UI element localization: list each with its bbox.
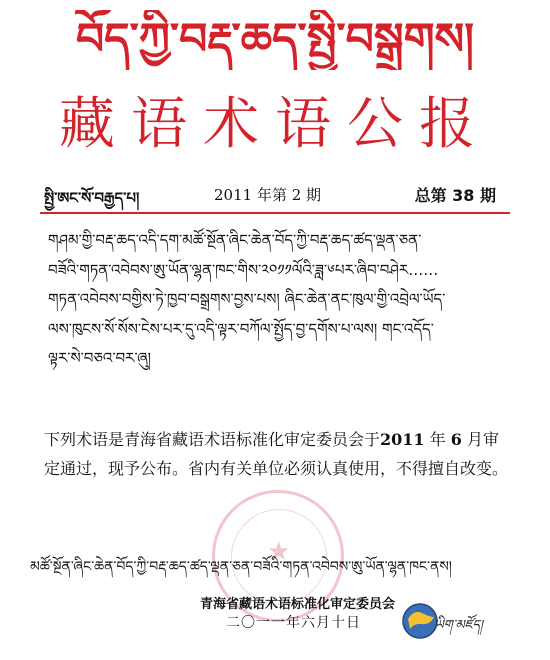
tibetan-line: ལས་ཁུངས་སོ་སོས་ངེས་པར་དུ་འདི་ལྟར་བཀོལ་སྤྱོད་བྱ་དགོས་པ་ལས། གང་འདོད་ [48, 319, 434, 338]
masthead-divider [40, 212, 510, 214]
seal-star-icon: ★ [267, 537, 291, 567]
logo-script: ཡིག་མཛོད། [434, 618, 483, 633]
chinese-year: 2011 [380, 430, 425, 449]
chinese-month: 6 [450, 430, 462, 449]
signature-date: 二〇一一年六月十日 [226, 615, 361, 631]
issue-total-number: 总第 38 期 [414, 186, 496, 205]
signature-tibetan: མཚོ་སྔོན་ཞིང་ཆེན་བོད་ཀྱི་བརྡ་ཆད་ཚད་ལྡན་ཅན་བཟོའི་གཏན་འབེབས་ཨུ་ཡོན་ལྷན་ཁང་ནས། [30, 559, 452, 575]
chinese-text: 月审定通过，现予公布。省内有关单位必须认真使用，不得擅自改变。 [44, 430, 509, 478]
issue-tibetan-label: སྤྱི་ཨང་སོ་བརྒྱད་པ། [44, 189, 140, 207]
tibetan-line: བཟོའི་གཏན་འབེབས་ཨུ་ཡོན་ལྷན་ཁང་གིས་༢༠༡༡ལོའི་ཟླ་༦པར་ཞིབ་བཤེར…… [48, 260, 439, 279]
chinese-text: 年 [424, 430, 451, 449]
issue-line [44, 180, 504, 208]
tibetan-masthead: བོད་ཀྱི་བརྡ་ཆད་སྤྱི་བསྒྲགས། [75, 14, 475, 65]
chinese-text: 下列术语是青海省藏语术语标准化审定委员会于 [44, 430, 381, 449]
chinese-announcement [44, 425, 508, 483]
tibetan-line: གཤམ་གྱི་བརྡ་ཆད་འདི་དག་མཚོ་སྔོན་ཞིང་ཆེན་བོད་ཀྱི་བརྡ་ཆད་ཚད་ལྡན་ཅན་ [48, 231, 422, 249]
signature-organization: 青海省藏语术语标准化审定委员会 [200, 597, 396, 612]
tibetan-line: གཏན་འབེབས་བགྱིས་ཏེ་ཁྱབ་བསྒྲགས་བྱས་པས། ཞིང་ཆེན་ནང་ཁུལ་གྱི་འབྲེལ་ཡོད་ [48, 290, 446, 308]
issue-year-number: 2011 年第 2 期 [214, 186, 322, 204]
tibetan-announcement [48, 226, 506, 374]
tibetan-line: ལྟར་སེ་བཅའ་བར་ཞུ། [48, 349, 152, 367]
chinese-masthead: 藏语术语公报 [59, 92, 491, 157]
